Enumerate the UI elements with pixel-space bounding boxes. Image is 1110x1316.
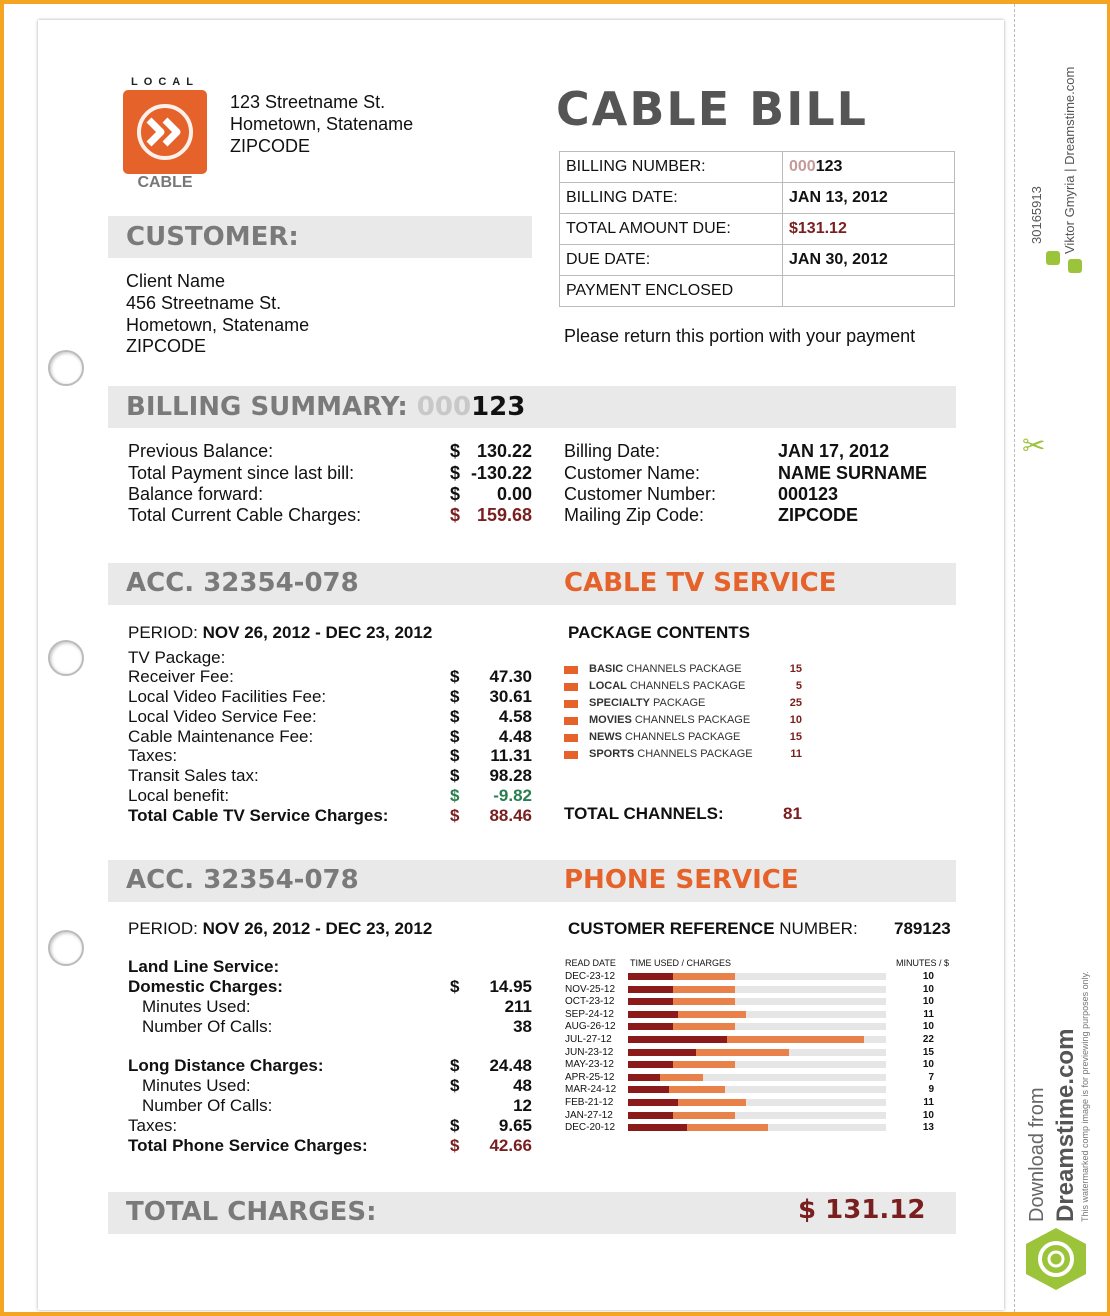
package-bullet-icon xyxy=(564,734,578,742)
billing-label: DUE DATE: xyxy=(560,245,783,276)
logo xyxy=(120,76,210,192)
chart-row-date: SEP-24-12 xyxy=(565,1008,614,1020)
chart-bar-light xyxy=(660,1074,704,1081)
chart-bar-light xyxy=(687,1124,768,1131)
tv-charge-value: 4.58 xyxy=(498,707,532,726)
package-label: SPORTS CHANNELS PACKAGE xyxy=(589,748,753,760)
summary-currency: $ xyxy=(450,484,461,504)
total-channels-value: 81 xyxy=(783,804,802,823)
tv-account: ACC. 32354-078 xyxy=(126,568,359,598)
billing-label: BILLING DATE: xyxy=(560,183,783,214)
chart-row-value: 11 xyxy=(923,1097,934,1108)
customer-line: ZIPCODE xyxy=(126,336,207,356)
tv-charge-label: Transit Sales tax: xyxy=(128,766,259,785)
summary-currency: $ xyxy=(450,463,461,483)
chart-bar-light xyxy=(673,1061,735,1068)
package-label: NEWS CHANNELS PACKAGE xyxy=(589,731,741,743)
billing-row xyxy=(560,152,955,183)
summary-right-label: Mailing Zip Code: xyxy=(564,505,705,525)
bill-page xyxy=(38,20,1004,1310)
package-count: 11 xyxy=(790,748,802,760)
chart-row-date: JAN-27-12 xyxy=(565,1109,613,1121)
logo-top-text: LOCAL xyxy=(131,76,199,88)
tv-charge-currency: $ xyxy=(450,786,460,805)
chart-bar-dark xyxy=(628,1036,727,1043)
watermark-author-icon xyxy=(1046,251,1060,265)
billing-row xyxy=(560,183,955,214)
chart-row-value: 7 xyxy=(928,1071,934,1083)
customer-heading: CUSTOMER: xyxy=(126,222,299,252)
company-address-line: ZIPCODE xyxy=(230,136,311,156)
summary-right-value: NAME SURNAME xyxy=(778,463,928,483)
chart-bar-light xyxy=(673,998,735,1005)
customer-line: Hometown, Statename xyxy=(126,315,310,335)
customer-reference-label: CUSTOMER REFERENCE NUMBER: xyxy=(568,919,858,938)
phone-account: ACC. 32354-078 xyxy=(126,865,359,895)
chart-row-value: 10 xyxy=(922,1059,934,1071)
domestic-label: Domestic Charges: xyxy=(128,977,283,996)
chart-bar-dark xyxy=(628,973,673,980)
logo-icon xyxy=(123,90,207,174)
total-channels-label: TOTAL CHANNELS: xyxy=(564,804,724,823)
billing-row xyxy=(560,245,955,276)
tv-total-value: 88.46 xyxy=(489,806,532,825)
chart-bar-light xyxy=(673,1112,735,1119)
watermark-site: Dreamstime.com xyxy=(1052,1028,1079,1222)
customer-line: 456 Streetname St. xyxy=(126,293,282,313)
billing-value: JAN 13, 2012 xyxy=(783,183,955,214)
tv-charge-label: Taxes: xyxy=(128,746,178,765)
domestic-currency: $ xyxy=(450,977,460,996)
chart-bar-dark xyxy=(628,1086,669,1093)
tv-charge-currency: $ xyxy=(450,707,460,726)
tv-charge-currency: $ xyxy=(450,687,460,706)
chart-row-value: 22 xyxy=(922,1034,934,1045)
chart-row-value: 10 xyxy=(922,996,934,1008)
phone-service-title: PHONE SERVICE xyxy=(564,865,799,895)
phone-taxes-currency: $ xyxy=(450,1116,460,1135)
phone-period: PERIOD: NOV 26, 2012 - DEC 23, 2012 xyxy=(128,919,433,938)
chart-row-value: 9 xyxy=(928,1084,934,1096)
package-bullet-icon xyxy=(564,666,578,674)
summary-value: 130.22 xyxy=(476,441,532,461)
watermark-id: 30165913 xyxy=(1029,186,1044,244)
package-label: BASIC CHANNELS PACKAGE xyxy=(589,663,742,675)
chart-bar-light xyxy=(673,1023,735,1030)
summary-right-label: Customer Number: xyxy=(564,484,717,504)
page-title: CABLE BILL xyxy=(556,82,868,136)
summary-label: Balance forward: xyxy=(128,484,264,504)
tv-package-label: TV Package: xyxy=(128,648,226,667)
tv-charge-label: Local benefit: xyxy=(128,786,230,805)
tv-service-title: CABLE TV SERVICE xyxy=(564,568,837,598)
punch-hole xyxy=(48,640,84,676)
ld-minutes-label: Minutes Used: xyxy=(142,1076,251,1095)
chart-bar-light xyxy=(673,973,735,980)
customer-reference-value: 789123 xyxy=(894,919,951,938)
chart-row-date: JUN-23-12 xyxy=(565,1046,614,1058)
chart-row-value: 13 xyxy=(922,1122,934,1134)
tv-charge-value: 11.31 xyxy=(490,746,532,765)
chart-col-header: READ DATE xyxy=(565,958,616,968)
chart-row-value: 10 xyxy=(922,1109,934,1121)
package-count: 15 xyxy=(789,663,802,675)
billing-value: JAN 30, 2012 xyxy=(783,245,955,276)
punch-hole xyxy=(48,930,84,966)
summary-value: 159.68 xyxy=(476,505,532,525)
package-count: 25 xyxy=(789,697,802,709)
total-charges-label: TOTAL CHARGES: xyxy=(126,1197,377,1227)
billing-row xyxy=(560,276,955,307)
chart-row-date: DEC-20-12 xyxy=(565,1122,616,1134)
phone-total-label: Total Phone Service Charges: xyxy=(128,1136,368,1155)
ld-minutes-value: 48 xyxy=(513,1076,532,1095)
package-count: 15 xyxy=(789,731,802,743)
watermark-note: This watermarked comp image is for previewing purposes only. xyxy=(1080,971,1090,1222)
domestic-value: 14.95 xyxy=(489,977,532,996)
dom-calls-value: 38 xyxy=(513,1017,532,1036)
chart-col-header: MINUTES / $ xyxy=(896,958,950,968)
watermark-id-icon xyxy=(1068,259,1082,273)
summary-label: Total Payment since last bill: xyxy=(128,463,355,483)
tv-total-currency: $ xyxy=(450,806,460,825)
package-count: 5 xyxy=(795,680,802,692)
company-address-line: 123 Streetname St. xyxy=(230,92,386,112)
tv-total-label: Total Cable TV Service Charges: xyxy=(128,806,389,825)
package-label: LOCAL CHANNELS PACKAGE xyxy=(589,680,746,692)
tv-charge-label: Receiver Fee: xyxy=(128,667,234,686)
chart-row-value: 10 xyxy=(922,971,934,982)
ld-calls-label: Number Of Calls: xyxy=(142,1096,273,1115)
billing-value: 000123 xyxy=(783,152,955,183)
billing-table xyxy=(559,151,955,307)
summary-right-label: Customer Name: xyxy=(564,463,701,483)
package-bullet-icon xyxy=(564,751,578,759)
logo-bottom-text: CABLE xyxy=(137,174,193,191)
ld-value: 24.48 xyxy=(489,1056,532,1075)
billing-label: PAYMENT ENCLOSED xyxy=(560,276,783,307)
tv-charge-label: Local Video Service Fee: xyxy=(128,707,317,726)
chart-col-header: TIME USED / CHARGES xyxy=(630,958,732,968)
chart-row-value: 10 xyxy=(922,1021,934,1033)
summary-label: Total Current Cable Charges: xyxy=(128,505,362,525)
chart-bar-light xyxy=(727,1036,864,1043)
tv-charge-value: 30.61 xyxy=(489,687,532,706)
tv-period: PERIOD: NOV 26, 2012 - DEC 23, 2012 xyxy=(128,623,433,642)
chart-bar-light xyxy=(678,1099,747,1106)
phone-total-currency: $ xyxy=(450,1136,460,1155)
billing-row xyxy=(560,214,955,245)
chart-bar-dark xyxy=(628,1074,660,1081)
ld-label: Long Distance Charges: xyxy=(128,1056,324,1075)
phone-taxes-label: Taxes: xyxy=(128,1116,178,1135)
customer-line: Client Name xyxy=(126,271,226,291)
tv-charge-value: 4.48 xyxy=(498,727,532,746)
tv-charge-label: Cable Maintenance Fee: xyxy=(128,727,314,746)
ld-calls-value: 12 xyxy=(513,1096,532,1115)
summary-right-value: JAN 17, 2012 xyxy=(778,441,890,461)
dom-minutes-label: Minutes Used: xyxy=(142,997,251,1016)
package-label: MOVIES CHANNELS PACKAGE xyxy=(589,714,751,726)
summary-value: -130.22 xyxy=(470,463,532,483)
billing-value: $131.12 xyxy=(783,214,955,245)
summary-currency: $ xyxy=(450,441,461,461)
chart-bar-dark xyxy=(628,1124,687,1131)
tv-charge-currency: $ xyxy=(450,766,460,785)
chart-bar-dark xyxy=(628,1011,678,1018)
summary-right-label: Billing Date: xyxy=(564,441,661,461)
tv-charge-currency: $ xyxy=(450,746,460,765)
package-contents-heading: PACKAGE CONTENTS xyxy=(568,623,750,642)
tv-charge-currency: $ xyxy=(450,727,460,746)
summary-currency: $ xyxy=(450,505,461,525)
chart-row-date: MAY-23-12 xyxy=(565,1059,614,1071)
tv-charge-label: Local Video Facilities Fee: xyxy=(128,687,327,706)
phone-taxes-value: 9.65 xyxy=(498,1116,532,1135)
summary-heading: BILLING SUMMARY: 000123 xyxy=(126,392,526,422)
chart-bar-light xyxy=(678,1011,747,1018)
chart-bar-light xyxy=(669,1086,725,1093)
chart-row-value: 15 xyxy=(922,1046,934,1058)
return-note: Please return this portion with your payment xyxy=(564,326,916,346)
package-count: 10 xyxy=(789,714,802,726)
company-address-line: Hometown, Statename xyxy=(230,114,414,134)
watermark-download: Download from xyxy=(1026,1087,1048,1222)
chart-row-date: DEC-23-12 xyxy=(565,971,616,982)
chart-row-date: FEB-21-12 xyxy=(565,1097,614,1108)
dom-minutes-value: 211 xyxy=(504,997,532,1016)
tv-charge-value: -9.82 xyxy=(493,786,532,805)
chart-row-date: AUG-26-12 xyxy=(565,1021,616,1033)
summary-right-value: ZIPCODE xyxy=(778,505,859,525)
summary-value: 0.00 xyxy=(496,484,532,504)
phone-total-value: 42.66 xyxy=(489,1136,532,1155)
chart-bar-dark xyxy=(628,1023,673,1030)
package-bullet-icon xyxy=(564,717,578,725)
chart-bar-dark xyxy=(628,1061,673,1068)
package-bullet-icon xyxy=(564,683,578,691)
chart-row-date: OCT-23-12 xyxy=(565,996,615,1008)
billing-label: BILLING NUMBER: xyxy=(560,152,783,183)
chart-row-value: 10 xyxy=(922,983,934,995)
scissors-icon: ✂ xyxy=(1022,430,1046,461)
chart-bar-dark xyxy=(628,1112,673,1119)
dreamstime-logo-icon xyxy=(1022,1226,1090,1292)
tv-charge-value: 47.30 xyxy=(489,667,532,686)
chart-bar-light xyxy=(673,986,735,993)
chart-row-value: 11 xyxy=(923,1008,934,1020)
chart-bar-dark xyxy=(628,986,673,993)
chart-row-date: NOV-25-12 xyxy=(565,983,616,995)
chart-bar-dark xyxy=(628,1049,696,1056)
punch-hole xyxy=(48,350,84,386)
dom-calls-label: Number Of Calls: xyxy=(142,1017,273,1036)
ld-currency: $ xyxy=(450,1056,460,1075)
billing-label: TOTAL AMOUNT DUE: xyxy=(560,214,783,245)
package-label: SPECIALTY PACKAGE xyxy=(589,697,706,709)
summary-right-value: 000123 xyxy=(778,484,839,504)
watermark-author: Viktor Gmyria | Dreamstime.com xyxy=(1062,66,1077,254)
chart-bar-dark xyxy=(628,998,673,1005)
summary-label: Previous Balance: xyxy=(128,441,274,461)
billing-value xyxy=(783,276,955,307)
tv-charge-currency: $ xyxy=(450,667,460,686)
total-charges-amount: $ 131.12 xyxy=(798,1195,926,1225)
chart-bar-dark xyxy=(628,1099,678,1106)
chart-bar-light xyxy=(696,1049,790,1056)
chart-row-date: JUL-27-12 xyxy=(565,1034,612,1045)
ld-minutes-currency: $ xyxy=(450,1076,460,1095)
chart-row-date: MAR-24-12 xyxy=(565,1084,617,1096)
tv-charge-value: 98.28 xyxy=(489,766,532,785)
frame xyxy=(4,4,1106,1312)
package-bullet-icon xyxy=(564,700,578,708)
landline-label: Land Line Service: xyxy=(128,957,280,976)
chart-row-date: APR-25-12 xyxy=(565,1071,615,1083)
